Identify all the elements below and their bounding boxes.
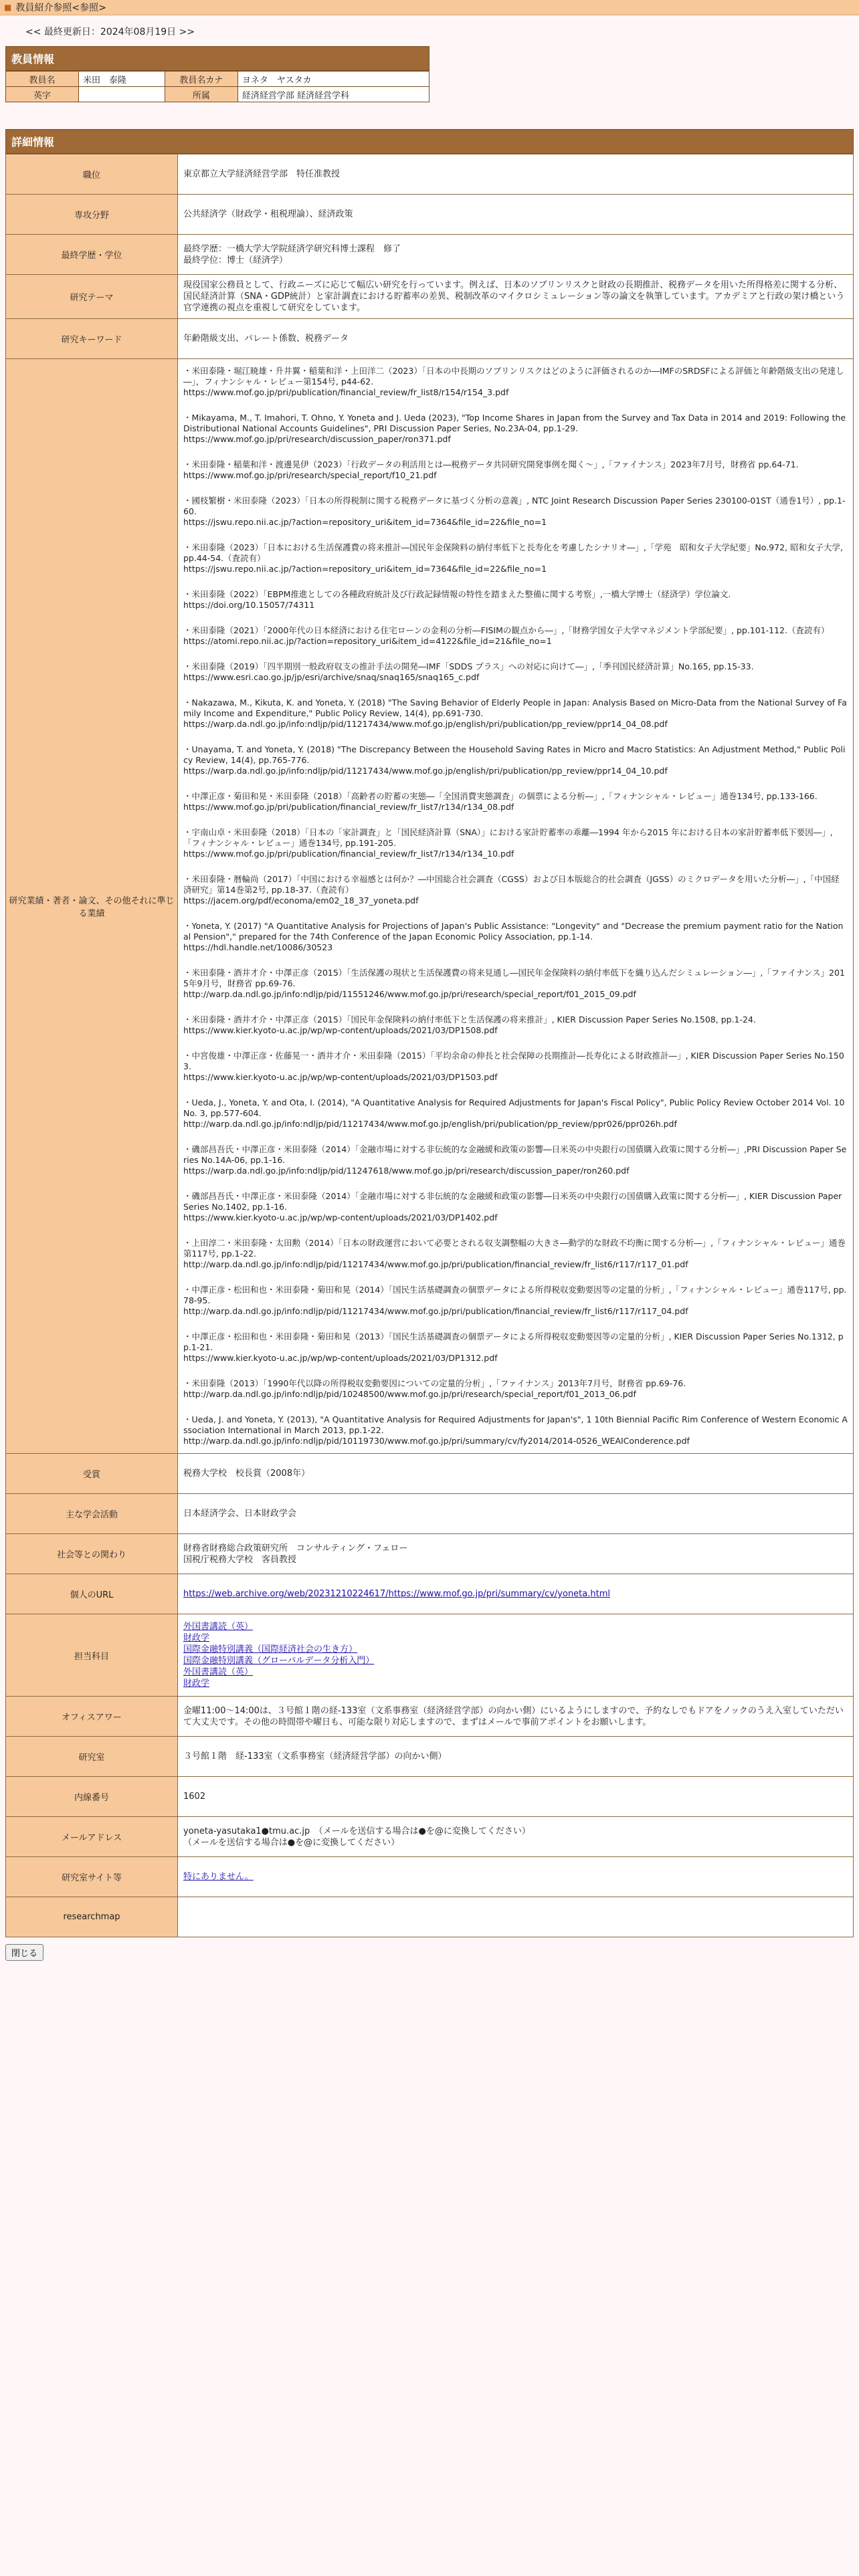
course-link[interactable]: 財政学 xyxy=(183,1633,210,1643)
publication-item: ・磯部昌吾氏・中澤正彦・米田泰隆（2014）「金融市場に対する非伝統的な金融緩和政策の影響―日米英の中央銀行の国債購入政策に関する分析―」,PRI Discussion Paper Series No.14A-06, pp.1-16. https://warp.da.ndl.go.jp/info:ndljp/pid/11247618/www.mof.go.jp/pri/research/discussion_paper/ron260.pdf xyxy=(183,1144,847,1176)
affiliation-label: 所属 xyxy=(165,87,237,102)
office-hours-value: 金曜11:00〜14:00は、３号館１階の経-133室（文系事務室（経済経営学部）の向かい側）にいるようにしますので、予約なしでもドアをノックのうえ入室していただいて大丈夫です。その他の時間帯や曜日も、可能な限り対応しますので、まずはメールで事前アポイントをお願いします。 xyxy=(178,1697,854,1737)
field-label: 専攻分野 xyxy=(6,195,178,235)
society-value: 日本経済学会、日本財政学会 xyxy=(178,1494,854,1534)
course-link[interactable]: 財政学 xyxy=(183,1679,210,1689)
researchmap-label: researchmap xyxy=(6,1897,178,1937)
extension-value: 1602 xyxy=(178,1777,854,1817)
field-value: 公共経済学（財政学・租税理論）、経済政策 xyxy=(178,195,854,235)
publication-item: ・上田淳二・米田泰隆・太田勲（2014）「日本の財政運営において必要とされる収支調整幅の大きさ―動学的な財政不均衡に関する分析―」,「フィナンシャル・レビュー」通巻第117号, pp.1-22. http://warp.da.ndl.go.jp/info:ndljp/pid/11217434/www.mof.go.jp/pri/publication/financial_review/fr_list6/r117/r117_01.pdf xyxy=(183,1238,846,1269)
publication-item: ・米田泰隆（2022）「EBPM推進としての各種政府統計及び行政記録情報の特性を踏まえた整備に関する考察」,一橋大学博士（経済学）学位論文. https://doi.org/10.15057/74311 xyxy=(183,589,731,610)
education-value: 最終学歴：一橋大学大学院経済学研究科博士課程 修了 最終学位：博士（経済学） xyxy=(178,235,854,275)
personal-url-link[interactable]: https://web.archive.org/web/20231210224617/https://www.mof.go.jp/pri/summary/cv/yoneta.html xyxy=(183,1589,610,1599)
eiji-label: 英字 xyxy=(6,87,79,102)
basic-info-table xyxy=(5,71,430,102)
publication-item: ・中澤正彦・菊田和晃・米田泰隆（2018）「高齢者の貯蓄の実態―「全国消費実態調査」の個票による分析―」,「フィナンシャル・レビュー」通巻134号, pp.133-166. https://www.mof.go.jp/pri/publication/financial_review/fr_list7/r134/r134_08.pdf xyxy=(183,791,818,812)
lab-site-link[interactable]: 特にありません。 xyxy=(183,1872,254,1882)
last-updated: << 最終更新日：2024年08月19日 >> xyxy=(25,27,195,37)
window-titlebar xyxy=(0,0,859,15)
courses-list xyxy=(178,1614,854,1697)
course-link[interactable]: 外国書講読（英） xyxy=(183,1622,254,1632)
theme-label: 研究テーマ xyxy=(6,275,178,319)
publication-item: ・米田泰隆（2021）「2000年代の日本経済における住宅ローンの金利の分析―FISIMの観点から―」,「財務学国女子大学マネジメント学部紀要」, pp.101-112.（査読有） https://atomi.repo.nii.ac.jp/?action=repository_uri&item_id=4122&file_id=21&file_no=1 xyxy=(183,625,830,646)
email-label: メールアドレス xyxy=(6,1817,178,1857)
detail-section xyxy=(5,129,854,1937)
award-label: 受賞 xyxy=(6,1454,178,1494)
extension-label: 内線番号 xyxy=(6,1777,178,1817)
publication-item: ・中澤正彦・松田和也・米田泰隆・菊田和晃（2013）「国民生活基礎調査の個票データによる所得税収変動要因等の定量的分析」, KIER Discussion Paper Series No.1312, pp.1-21. https://www.kier.kyoto-u.ac.jp/wp/wp-content/uploads/2021/03/DP1312.pdf xyxy=(183,1331,844,1363)
basic-info-section xyxy=(5,46,430,102)
publication-item: ・米田泰隆・酒井才介・中澤正彦（2015）「生活保護の現状と生活保護費の将来見通し―国民年金保険料の納付率低下を織り込んだシミュレーション―」,「ファイナンス」2015年9月号，財務省 pp.69-76. http://warp.da.ndl.go.jp/info:ndljp/pid/11551246/www.mof.go.jp/pri/research/special_report/f01_2015_09.pdf xyxy=(183,968,845,999)
window-title: 教員紹介参照<参照> xyxy=(15,3,106,13)
publication-item: ・米田泰隆（2023）「日本における生活保護費の将来推計―国民年金保険料の納付率低下と長寿化を考慮したシナリオ―」,「学苑 昭和女子大学紀要」No.972, 昭和女子大学, pp.44-54.（査読有） https://jswu.repo.nii.ac.jp/?action=repository_uri&item_id=7364&file_id=22&file_no=1 xyxy=(183,542,843,574)
publication-item: ・Unayama, T. and Yoneta, Y. (2018) "The Discrepancy Between the Household Saving Rates in Micro and Macro Statistics: An Adjustment Method," Public Policy Review, 14(4), pp.765-776. https://warp.da.ndl.go.jp/info:ndljp/pid/11217434/www.mof.go.jp/english/pri/publication/pp_review/ppr14_04_10.pdf xyxy=(183,744,846,776)
publications-label: 研究業績・著者・論文、その他それに準じる業績 xyxy=(6,359,178,1454)
detail-table xyxy=(5,154,854,1937)
publication-item: ・磯部昌吾氏・中澤正彦・米田泰隆（2014）「金融市場に対する非伝統的な金融緩和政策の影響―日米英の中央銀行の国債購入政策に関する分析―」, KIER Discussion Paper Series No.1402, pp.1-16. https://www.kier.kyoto-u.ac.jp/wp/wp-content/uploads/2021/03/DP1402.pdf xyxy=(183,1191,842,1222)
kana-value: ヨネタ ヤスタカ xyxy=(237,72,429,87)
lab-label: 研究室 xyxy=(6,1737,178,1777)
name-value: 米田 泰隆 xyxy=(79,72,165,87)
email-value: yoneta-yasutaka1●tmu.ac.jp （メールを送信する場合は●を@に変換してください） （メールを送信する場合は●を@に変換してください） xyxy=(178,1817,854,1857)
office-hours-label: オフィスアワー xyxy=(6,1697,178,1737)
course-link[interactable]: 国際金融特別講義（グローバルデータ分析入門） xyxy=(183,1656,375,1666)
close-button[interactable]: 閉じる xyxy=(5,1944,43,1961)
theme-value: 現役国家公務員として、行政ニーズに応じて幅広い研究を行っています。例えば、日本のソブリンリスクと財政の長期推計、税務データを用いた所得格差に関する分析、国民経済計算（SNA・GDP統計）と家計調査における貯蓄率の差異、税制改革のマイクロシミュレーション等の論文を執筆しています。アカデミアと行政の架け橋という官学連携の視点を重視して研究をしています。 xyxy=(178,275,854,319)
courses-label: 担当科目 xyxy=(6,1614,178,1697)
society-label: 主な学会活動 xyxy=(6,1494,178,1534)
url-label: 個人のURL xyxy=(6,1574,178,1614)
publication-item: ・Mikayama, M., T. Imahori, T. Ohno, Y. Yoneta and J. Ueda (2023), "Top Income Shares in Japan from the Survey and Tax Data in 2014 and 2019: Following the Distributional National Accounts Guidelines", PRI Discussion Paper Series, No.23A-04, pp.1-29. https://www.mof.go.jp/pri/research/discussion_paper/ron371.pdf xyxy=(183,413,846,444)
publication-item: ・國枝繁樹・米田泰隆（2023）「日本の所得税制に関する税務データに基づく分析の意義」, NTC Joint Research Discussion Paper Series 230100-01ST（通巻1号）, pp.1-60. https://jswu.repo.nii.ac.jp/?action=repository_uri&item_id=7364&file_id=22&file_no=1 xyxy=(183,496,846,527)
course-link[interactable]: 国際金融特別講義（国際経済社会の生き方） xyxy=(183,1644,358,1654)
publication-item: ・米田泰隆（2013）「1990年代以降の所得税収変動要因についての定量的分析」,「ファイナンス」2013年7月号，財務省 pp.69-76. http://warp.da.ndl.go.jp/info:ndljp/pid/10248500/www.mof.go.jp/pri/research/special_report/f01_2013_06.pdf xyxy=(183,1378,686,1399)
publication-item: ・Ueda, J., Yoneta, Y. and Ota, I. (2014), "A Quantitative Analysis for Required Adjustments for Japan's Fiscal Policy", Public Policy Review October 2014 Vol. 10 No. 3, pp.577-604. http://warp.da.ndl.go.jp/info:ndljp/pid/11217434/www.mof.go.jp/english/pri/publication/pp_review/ppr026/ppr026h.pdf xyxy=(183,1097,845,1129)
position-value: 東京都立大学経済経営学部 特任准教授 xyxy=(178,154,854,195)
name-label: 教員名 xyxy=(6,72,79,87)
publication-item: ・中宮俊雄・中澤正彦・佐藤晃一・酒井才介・米田泰隆（2015）「平均余命の伸長と社会保障の長期推計―長寿化による財政推計―」, KIER Discussion Paper Series No.1503. https://www.kier.kyoto-u.ac.jp/wp/wp-content/uploads/2021/03/DP1503.pdf xyxy=(183,1051,844,1082)
publication-item: ・米田泰隆・堀江暁雄・升井翼・稲葉和洋・上田洋二（2023）「日本の中長期のソブリンリスクはどのように評価されるのか―IMFのSRDSFによる評価と年齢階級支出の発達し―」，フィナンシャル・レビュー第154号, p44-62. https://www.mof.go.jp/pri/publication/financial_review/fr_list8/r154/r154_3.pdf xyxy=(183,366,844,397)
social-value: 財務省財務総合政策研究所 コンサルティング・フェロー 国税庁税務大学校 客員教授 xyxy=(178,1534,854,1574)
lab-value: ３号館１階 経-133室（文系事務室（経済経営学部）の向かい側） xyxy=(178,1737,854,1777)
publication-item: ・中澤正彦・松田和也・米田泰隆・菊田和晃（2014）「国民生活基礎調査の個票データによる所得税収変動要因等の定量的分析」,「フィナンシャル・レビュー」通巻117号, pp.78-95. http://warp.da.ndl.go.jp/info:ndljp/pid/11217434/www.mof.go.jp/pri/publication/financial_review/fr_list6/r117/r117_04.pdf xyxy=(183,1285,847,1316)
publication-item: ・Nakazawa, M., Kikuta, K. and Yoneta, Y. (2018) "The Saving Behavior of Elderly People in Japan: Analysis Based on Micro-Data from the National Survey of Family Income and Expenditure," Public Policy Review, 14(4), pp.691-730. https://warp.da.ndl.go.jp/info:ndljp/pid/11217434/www.mof.go.jp/english/pri/publication/pp_review/ppr14_04_08.pdf xyxy=(183,697,847,729)
publications-list xyxy=(178,359,854,1454)
basic-info-heading: 教員情報 xyxy=(5,46,430,71)
researchmap-value xyxy=(178,1897,854,1937)
publication-item: ・米田泰隆・稲葉和洋・渡邊晃伊（2023）「行政データの利活用とは―税務データ共同研究開発事例を聞く〜」,「ファイナンス」2023年7月号，財務省 pp.64-71. https://www.mof.go.jp/pri/research/special_report/f10_21.pdf xyxy=(183,459,799,480)
affiliation-value: 経済経営学部 経済経営学科 xyxy=(237,87,429,102)
award-value: 税務大学校 校長賞（2008年） xyxy=(178,1454,854,1494)
publication-item: ・米田泰隆（2019）「四半期別一般政府収支の推計手法の開発―IMF「SDDS プラス」への対応に向けて―」,「季刊国民経済計算」No.165, pp.15-33. https://www.esri.cao.go.jp/jp/esri/archive/snaq/snaq165/snaq165_c.pdf xyxy=(183,661,754,682)
detail-heading: 詳細情報 xyxy=(5,129,854,154)
publication-item: ・宇南山卓・米田泰隆（2018）「日本の「家計調査」と「国民経済計算（SNA）」における家計貯蓄率の乖離―1994 年から2015 年における日本の家計貯蓄率低下要因―」,「フィナンシャル・レビュー」通巻134号, pp.191-205. https://www.mof.go.jp/pri/publication/financial_review/fr_list7/r134/r134_10.pdf xyxy=(183,827,833,859)
kana-label: 教員名カナ xyxy=(165,72,237,87)
bullet-icon: ■ xyxy=(4,3,12,12)
publication-item: ・Yoneta, Y. (2017) "A Quantitative Analysis for Projections of Japan's Public Assistance: "Longevity" and "Decrease the premium payment ratio for the National Pension"," prepared for the 74th Conference of the Japan Economic Policy Association, pp.1-14. https://hdl.handle.net/10086/30523 xyxy=(183,921,844,952)
keyword-value: 年齢階級支出、パレート係数、税務データ xyxy=(178,319,854,359)
course-link[interactable]: 外国書講読（英） xyxy=(183,1667,254,1677)
eiji-value xyxy=(79,87,165,102)
social-label: 社会等との関わり xyxy=(6,1534,178,1574)
position-label: 職位 xyxy=(6,154,178,195)
education-label: 最終学歴・学位 xyxy=(6,235,178,275)
lab-site-label: 研究室サイト等 xyxy=(6,1857,178,1897)
publication-item: ・米田泰隆・暦輪尚（2017）「中国における幸福感とは何か？―中国総合社会調査（CGSS）および日本版総合的社会調査（JGSS）のミクロデータを用いた分析―」,「中国経済研究」第14巻第2号, pp.18-37.（査読有） https://jacem.org/pdf/economa/em02_18_37_yoneta.pdf xyxy=(183,874,840,905)
keyword-label: 研究キーワード xyxy=(6,319,178,359)
publication-item: ・米田泰隆・酒井才介・中澤正彦（2015）「国民年金保険料の納付率低下と生活保護の将来推計」, KIER Discussion Paper Series No.1508, pp.1-24. https://www.kier.kyoto-u.ac.jp/wp/wp-content/uploads/2021/03/DP1508.pdf xyxy=(183,1014,756,1035)
publication-item: ・Ueda, J. and Yoneta, Y. (2013), "A Quantitative Analysis for Required Adjustments for Japan's", 1 10th Biennial Pacific Rim Conference of Western Economic Association International in March 2013, pp.1-22. http://warp.da.ndl.go.jp/info:ndljp/pid/10119730/www.mof.go.jp/pri/summary/cv/fy2014/2014-0526_WEAIConderence.pdf xyxy=(183,1414,848,1446)
